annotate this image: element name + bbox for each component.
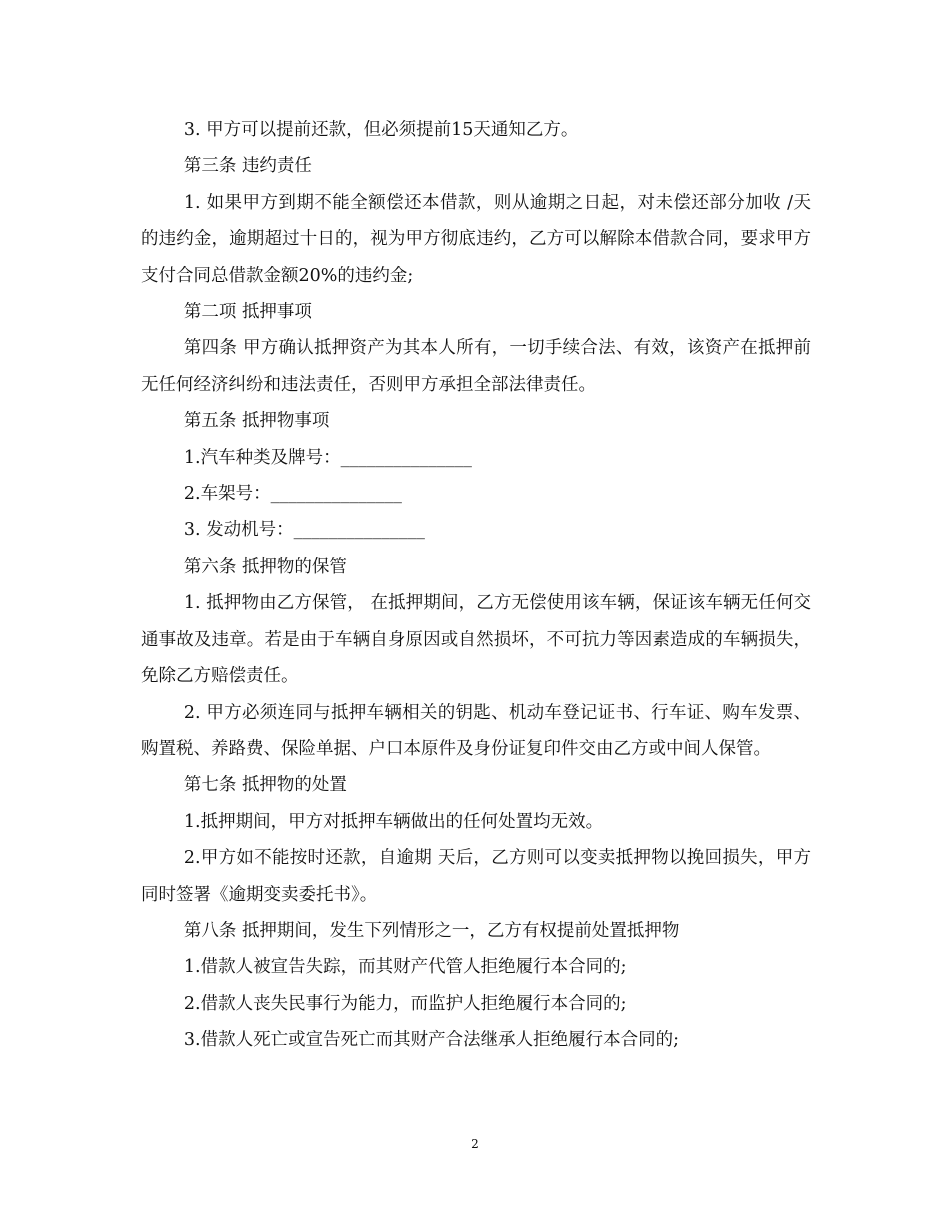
article-8-item-1: 1.借款人被宣告失踪，而其财产代管人拒绝履行本合同的; bbox=[183, 957, 627, 978]
vehicle-type-plate-field: 1.汽车种类及牌号：_______________ bbox=[183, 447, 472, 468]
article-8-item-3: 3.借款人死亡或宣告死亡而其财产合法继承人拒绝履行本合同的; bbox=[183, 1030, 679, 1051]
section-2-heading: 第二项 抵押事项 bbox=[183, 302, 312, 323]
article-3-heading: 第三条 违约责任 bbox=[183, 156, 312, 177]
frame-number-field: 2.车架号：_______________ bbox=[183, 484, 402, 505]
engine-number-field: 3. 发动机号：_______________ bbox=[183, 520, 425, 541]
document-body bbox=[141, 112, 817, 1059]
article-5-heading: 第五条 抵押物事项 bbox=[183, 411, 330, 432]
article-7-item-1: 1.抵押期间，甲方对抵押车辆做出的任何处置均无效。 bbox=[183, 811, 604, 832]
clause-3-early-repayment: 3. 甲方可以提前还款，但必须提前15天通知乙方。 bbox=[183, 120, 579, 140]
article-6-item-1: 1. 抵押物由乙方保管， 在抵押期间，乙方无偿使用该车辆，保证该车辆无任何交通事故及违章。若是由于车辆自身原因或自然损坏，不可抗力等因素造成的车辆损失，免除乙方赔偿责任。 bbox=[141, 593, 811, 687]
article-6-heading: 第六条 抵押物的保管 bbox=[183, 556, 347, 577]
article-3-item-1: 1. 如果甲方到期不能全额偿还本借款，则从逾期之日起，对未偿还部分加收 /天 的违约金，逾期超过十日的，视为甲方彻底违约，乙方可以解除本借款合同，要求甲方支付合同总借款金额20%的违约金; bbox=[141, 192, 817, 286]
article-7-item-2: 2.甲方如不能按时还款，自逾期 天后，乙方则可以变卖抵押物以挽回损失，甲方同时签署《逾期变卖委托书》。 bbox=[141, 848, 811, 905]
article-8-item-2: 2.借款人丧失民事行为能力，而监护人拒绝履行本合同的; bbox=[183, 993, 627, 1014]
article-7-heading: 第七条 抵押物的处置 bbox=[183, 775, 347, 796]
article-8-heading: 第八条 抵押期间，发生下列情形之一，乙方有权提前处置抵押物 bbox=[183, 920, 680, 941]
article-4: 第四条 甲方确认抵押资产为其本人所有，一切手续合法、有效，该资产在抵押前无任何经济纠纷和违法责任，否则甲方承担全部法律责任。 bbox=[141, 338, 811, 395]
page-number: 2 bbox=[471, 1137, 479, 1151]
article-6-item-2: 2. 甲方必须连同与抵押车辆相关的钥匙、机动车登记证书、行车证、购车发票、购置税、养路费、保险单据、户口本原件及身份证复印件交由乙方或中间人保管。 bbox=[141, 702, 811, 759]
